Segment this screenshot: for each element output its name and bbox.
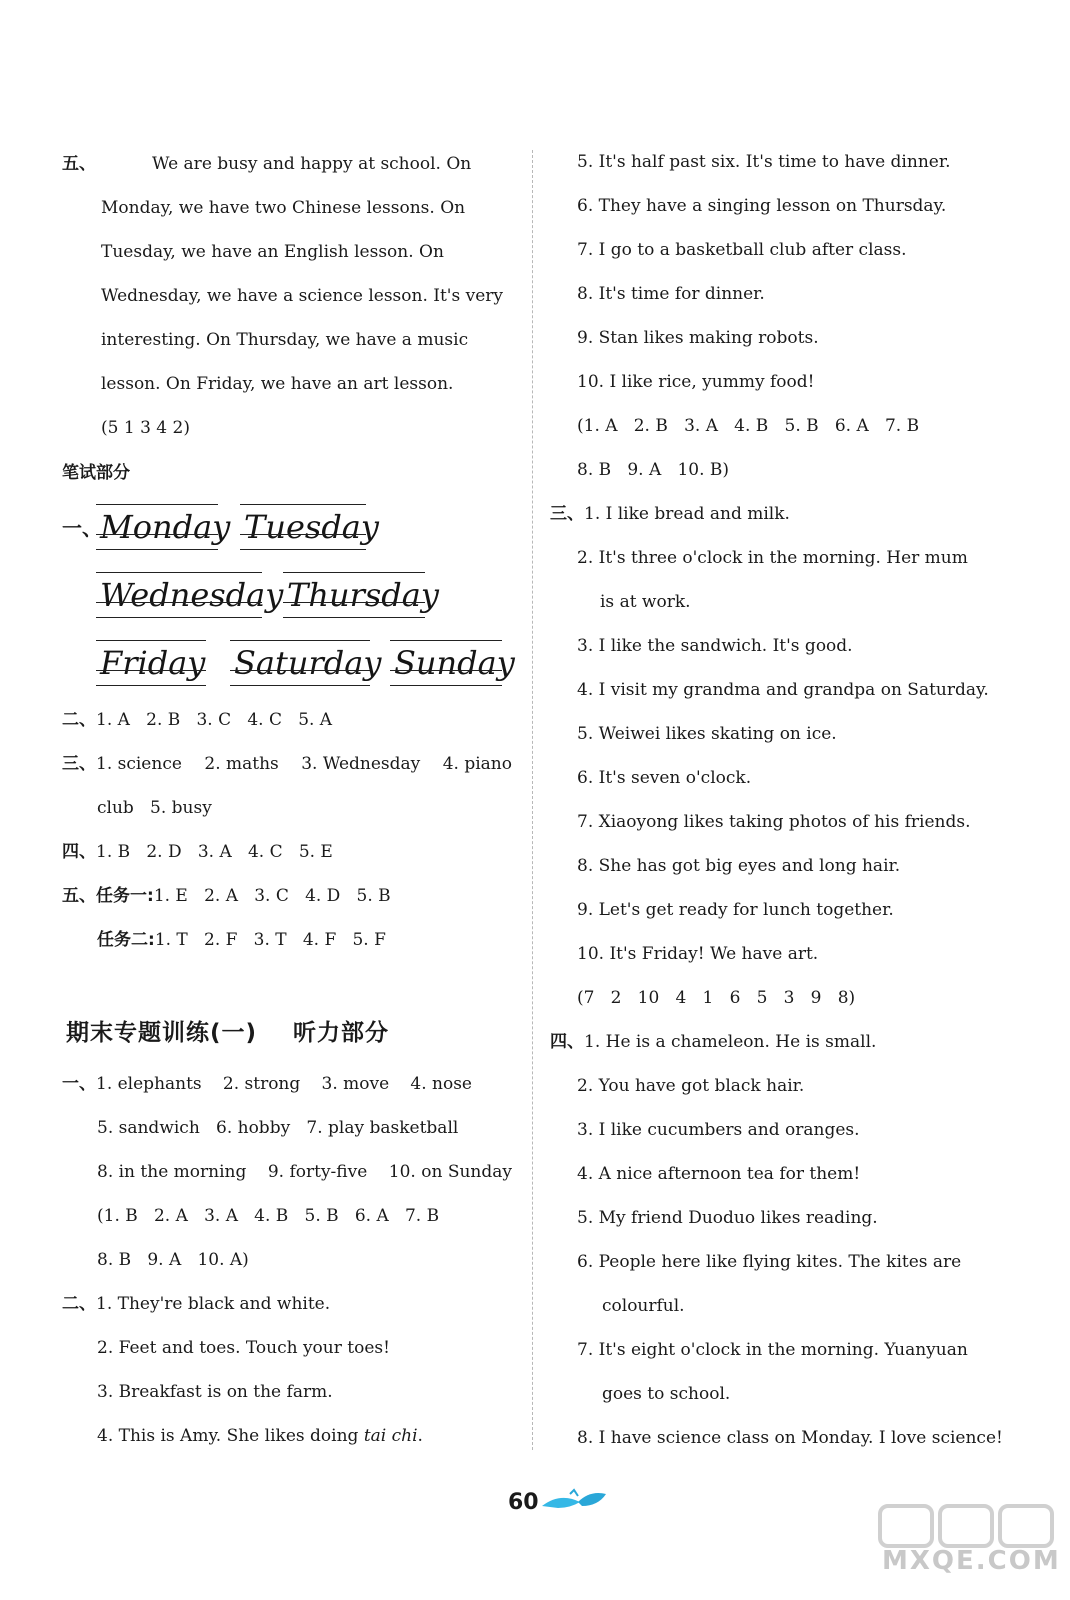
handwritten-word: Saturday <box>230 636 370 690</box>
answer-row: 2. Feet and toes. Touch your toes! <box>97 1338 390 1358</box>
answer-row: 5. My friend Duoduo likes reading. <box>577 1208 878 1228</box>
answer-row: 2. You have got black hair. <box>577 1076 805 1096</box>
answer-row: 2. It's three o'clock in the morning. Her mum <box>577 548 968 568</box>
answer-row: 6. They have a singing lesson on Thursday. <box>577 196 947 216</box>
column-divider <box>532 150 533 1450</box>
answer-row: (1. A 2. B 3. A 4. B 5. B 6. A 7. B <box>577 416 920 436</box>
passage-line: Tuesday, we have an English lesson. On <box>101 242 444 262</box>
section-label: 一、 <box>62 516 102 540</box>
answer-row: 10. It's Friday! We have art. <box>577 944 819 964</box>
answer-row: (1. B 2. A 3. A 4. B 5. B 6. A 7. B <box>97 1206 440 1226</box>
answer-row: 3. Breakfast is on the farm. <box>97 1382 333 1402</box>
answer-row: 二、1. A 2. B 3. C 4. C 5. A <box>62 710 333 730</box>
passage-line: We are busy and happy at school. On <box>152 154 472 174</box>
answer-row: 4. This is Amy. She likes doing tai chi. <box>97 1426 423 1446</box>
handwritten-word: Thursday <box>283 568 425 622</box>
section-label: 五、 <box>62 154 96 174</box>
answer-row: 三、1. I like bread and milk. <box>550 504 790 524</box>
answer-row: 五、任务一:1. E 2. A 3. C 4. D 5. B <box>62 886 391 906</box>
answer-row: colourful. <box>602 1296 685 1316</box>
answer-row: 7. Xiaoyong likes taking photos of his friends. <box>577 812 971 832</box>
answer-row: 四、1. B 2. D 3. A 4. C 5. E <box>62 842 333 862</box>
answer-row: 二、1. They're black and white. <box>62 1294 331 1314</box>
answer-row: 7. I go to a basketball club after class. <box>577 240 907 260</box>
answer-row: 6. People here like flying kites. The kites are <box>577 1252 962 1272</box>
answer-row: 6. It's seven o'clock. <box>577 768 752 788</box>
written-section-heading: 笔试部分 <box>62 463 130 483</box>
answer-row: 3. I like cucumbers and oranges. <box>577 1120 860 1140</box>
answer-row: 8. I have science class on Monday. I love science! <box>577 1428 1003 1448</box>
handwritten-word: Friday <box>96 636 206 690</box>
answer-row: 三、1. science 2. maths 3. Wednesday 4. piano <box>62 754 512 774</box>
answer-row: 9. Stan likes making robots. <box>577 328 819 348</box>
answer-row: 8. She has got big eyes and long hair. <box>577 856 901 876</box>
passage-line: Monday, we have two Chinese lessons. On <box>101 198 466 218</box>
answer-row: 一、1. elephants 2. strong 3. move 4. nose <box>62 1074 472 1094</box>
order-answer: (7 2 10 4 1 6 5 3 9 8) <box>577 988 856 1008</box>
order-answer: (5 1 3 4 2) <box>101 418 190 438</box>
answer-row: 8. B 9. A 10. B) <box>577 460 730 480</box>
handwritten-word: Sunday <box>390 636 502 690</box>
answer-row: is at work. <box>600 592 691 612</box>
watermark-text: MXQE.COM <box>882 1546 1061 1576</box>
answer-row: 3. I like the sandwich. It's good. <box>577 636 853 656</box>
answer-row: 7. It's eight o'clock in the morning. Yuanyuan <box>577 1340 968 1360</box>
passage-line: lesson. On Friday, we have an art lesson. <box>101 374 454 394</box>
answer-row: 10. I like rice, yummy food! <box>577 372 815 392</box>
handwritten-word: Wednesday <box>96 568 262 622</box>
page-number: 60 <box>508 1490 539 1515</box>
answer-row: 5. Weiwei likes skating on ice. <box>577 724 837 744</box>
answer-row: 5. sandwich 6. hobby 7. play basketball <box>97 1118 459 1138</box>
answer-row: 四、1. He is a chameleon. He is small. <box>550 1032 877 1052</box>
answer-row: 5. It's half past six. It's time to have dinner. <box>577 152 951 172</box>
handwritten-word: Tuesday <box>240 500 366 554</box>
answer-row: club 5. busy <box>97 798 212 818</box>
answer-row: 8. in the morning 9. forty-five 10. on Sunday <box>97 1162 512 1182</box>
unit-heading: 期末专题训练(一) 听力部分 <box>66 1020 390 1046</box>
answer-row: 9. Let's get ready for lunch together. <box>577 900 894 920</box>
answer-row: 8. It's time for dinner. <box>577 284 765 304</box>
answer-row: 8. B 9. A 10. A) <box>97 1250 249 1270</box>
leaf-icon <box>540 1488 610 1516</box>
answer-row: 任务二:1. T 2. F 3. T 4. F 5. F <box>97 930 386 950</box>
passage-line: Wednesday, we have a science lesson. It's very <box>101 286 503 306</box>
answer-row: 4. I visit my grandma and grandpa on Saturday. <box>577 680 989 700</box>
answer-row: 4. A nice afternoon tea for them! <box>577 1164 861 1184</box>
passage-line: interesting. On Thursday, we have a music <box>101 330 469 350</box>
handwritten-word: Monday <box>96 500 218 554</box>
answer-row: goes to school. <box>602 1384 731 1404</box>
